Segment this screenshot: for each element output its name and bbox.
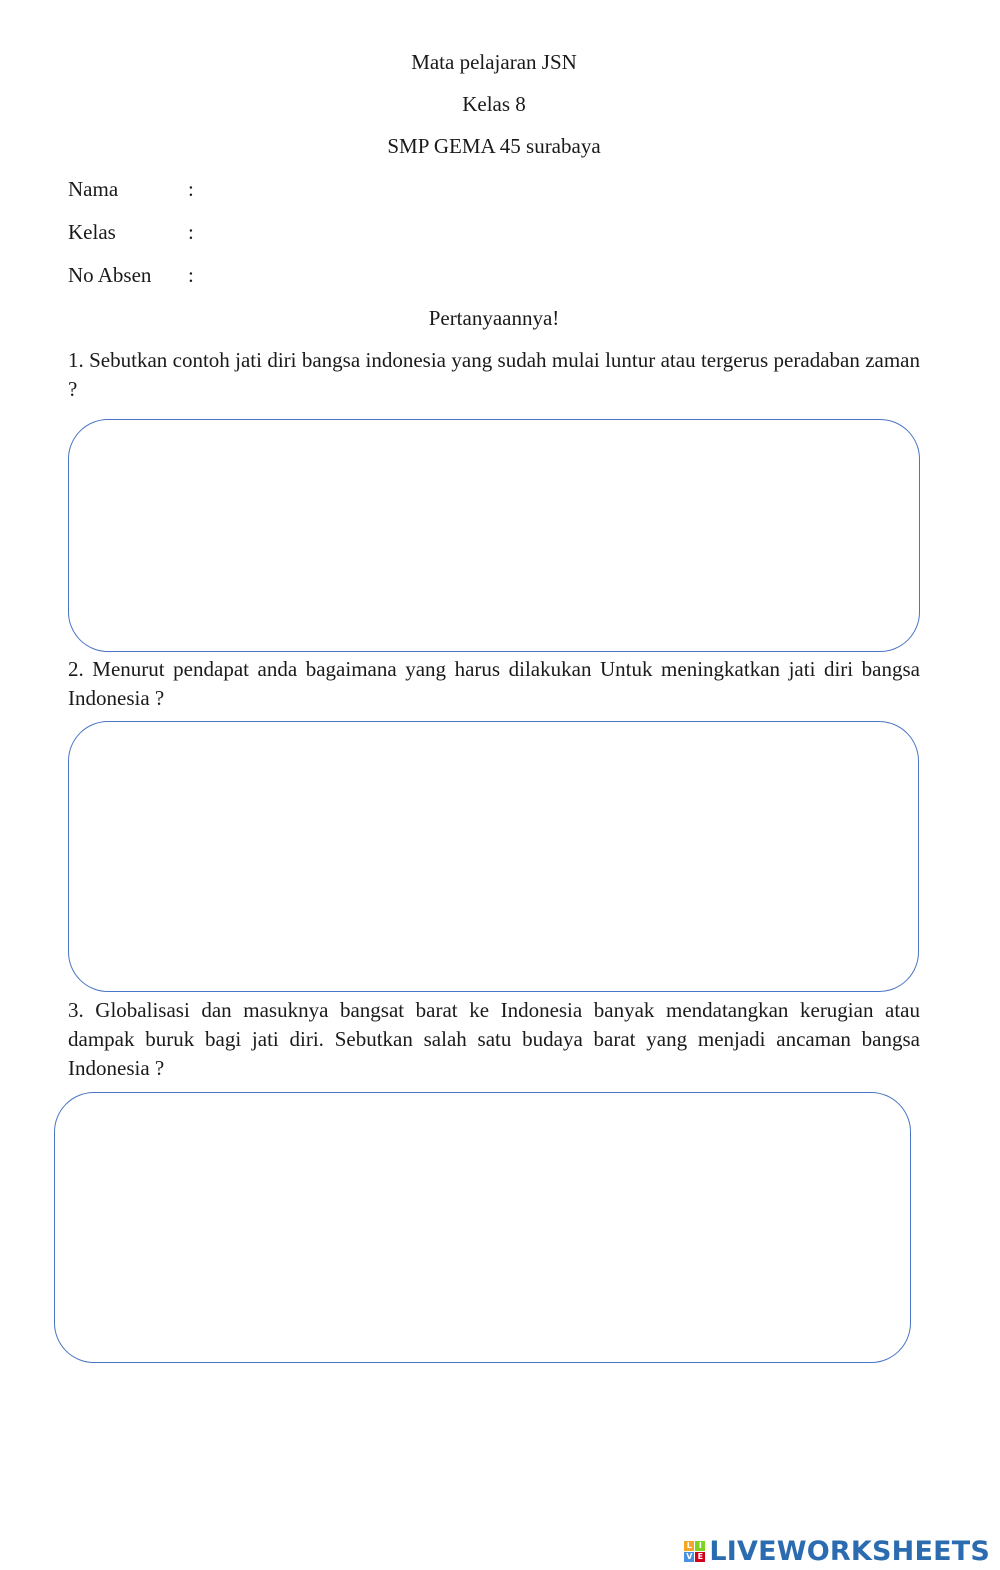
liveworksheets-text: LIVEWORKSHEETS: [709, 1535, 990, 1567]
absen-label: No Absen: [68, 263, 152, 287]
question-3: 3. Globalisasi dan masuknya bangsat barat ke Indonesia banyak mendatangkan kerugian atau dampak buruk bagi jati diri. Sebutkan salah satu budaya barat yang menjadi ancaman bangsa Indonesia ?: [68, 998, 920, 1080]
name-label: Nama: [68, 177, 119, 201]
absen-colon: :: [188, 263, 194, 287]
class-colon: :: [188, 220, 194, 244]
answer-box-3[interactable]: [54, 1092, 911, 1363]
class-label: Kelas: [68, 220, 116, 244]
subject-title: Mata pelajaran JSN: [411, 50, 577, 74]
liveworksheets-logo-icon: [684, 1541, 705, 1562]
question-2: 2. Menurut pendapat anda bagaimana yang harus dilakukan Untuk meningkatkan jati diri bangsa Indonesia ?: [68, 657, 920, 710]
answer-box-1[interactable]: [68, 419, 920, 652]
section-title: Pertanyaannya!: [428, 306, 560, 330]
name-colon: :: [188, 177, 194, 201]
logo-cell-i: I: [695, 1541, 705, 1551]
logo-cell-e: E: [695, 1552, 705, 1562]
logo-cell-v: V: [686, 1551, 693, 1561]
answer-box-2[interactable]: [68, 721, 919, 992]
question-1: 1. Sebutkan contoh jati diri bangsa indonesia yang sudah mulai luntur atau tergerus peradaban zaman ?: [68, 348, 920, 401]
liveworksheets-watermark: [684, 1534, 990, 1568]
class-title: Kelas 8: [462, 92, 526, 116]
logo-cell-l: L: [684, 1541, 694, 1551]
school-title: SMP GEMA 45 surabaya: [387, 134, 601, 158]
